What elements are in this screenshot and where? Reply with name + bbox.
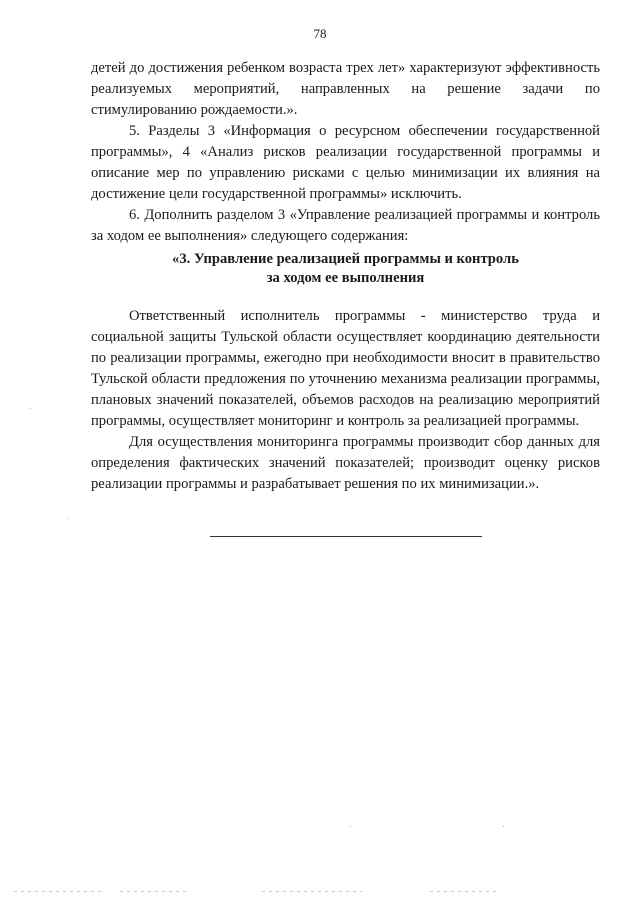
scan-artifact-dot [68,518,69,519]
document-text-body [91,306,600,495]
scan-artifact-strip [430,891,500,892]
section-heading-line-1: «3. Управление реализацией программы и контроль [172,251,519,267]
document-text-top [91,58,600,247]
scan-artifact-strip [262,891,362,892]
section-heading [91,250,600,288]
paragraph-item-5: 5. Разделы 3 «Информация о ресурсном обеспечении государственной программы», 4 «Анализ рисков реализации государственной программы и описание мер по управлению рисками с целью минимизации их влияния на достижение цели государственной программы» исключить. [91,123,600,202]
paragraph-responsible-executor: Ответственный исполнитель программы - министерство труда и социальной защиты Тульской области осуществляет координацию деятельности по реализации программы, ежегодно при необходимости вносит в правительство Тульской области предложения по уточнению механизма реализации программы, плановых значений показателей, объемов расходов на реализацию мероприятий программы, осуществляет мониторинг и контроль за реализацией программы. [91,308,600,429]
paragraph-monitoring: Для осуществления мониторинга программы производит сбор данных для определения фактических значений показателей; производит оценку рисков реализации программы и разрабатывает решения по их минимизации.». [91,434,600,492]
paragraph-item-6: 6. Дополнить разделом 3 «Управление реализацией программы и контроль за ходом ее выполнения» следующего содержания: [91,207,600,244]
scan-artifact-strip [14,891,104,892]
page-number: 78 [313,26,327,41]
scan-artifact-dot [350,826,351,827]
scan-artifact-dot [503,826,504,827]
closing-separator-line [210,536,482,537]
scan-artifact-dot [30,408,31,409]
section-heading-line-2: за ходом ее выполнения [266,270,425,286]
paragraph-continuation: детей до достижения ребенком возраста трех лет» характеризуют эффективность реализуемых мероприятий, направленных на решение задачи по стимулированию рождаемости.». [91,60,600,118]
scan-artifact-strip [120,891,190,892]
